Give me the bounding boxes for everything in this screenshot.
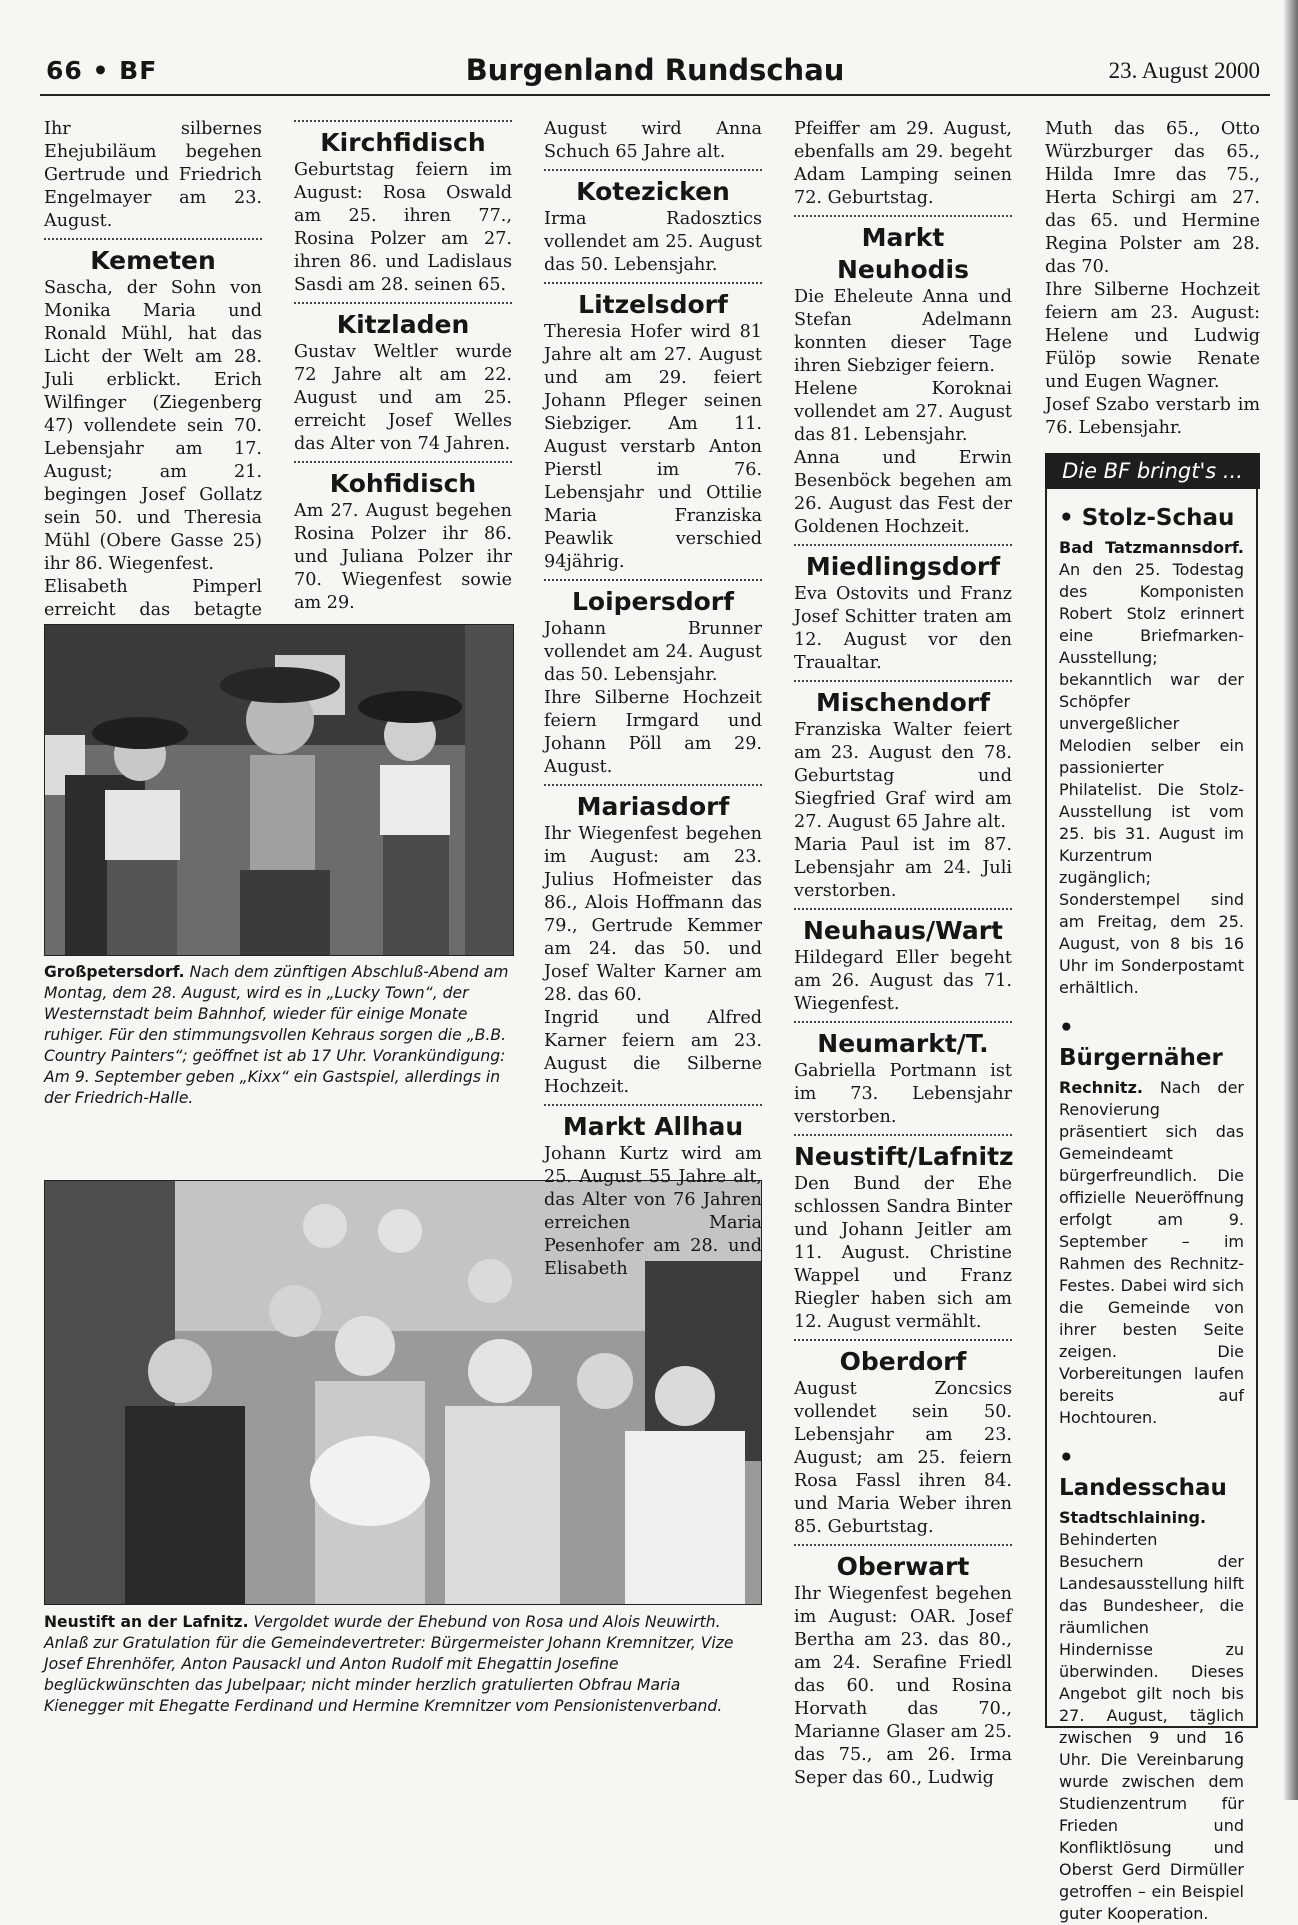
dotted-divider <box>794 215 1012 217</box>
photo-caption-2 <box>44 1612 762 1717</box>
sidebar-text <box>1059 537 1244 999</box>
town-heading-mischendorf: Mischendorf <box>816 688 990 717</box>
article-text: Muth das 65., Otto Würzburger das 65., Hilda Imre das 75., Herta Schirgi am 27. das 65. und Hermine Regina Polster am 28. das 70. <box>1045 119 1260 277</box>
article-text: Geburtstag feiern im August: Rosa Oswald am 25. ihren 77., Rosina Polzer am 27. ihren 86. und Ladislaus Sasdi am 28. seinen 65. <box>294 160 512 295</box>
column-2 <box>294 116 512 615</box>
dotted-divider <box>794 680 1012 682</box>
town-heading-markt-neuhodis: Markt Neuhodis <box>837 223 969 284</box>
article-text: August Zoncsics vollendet sein 50. Lebensjahr am 23. August; am 25. feiern Rosa Fassl ihren 84. und Maria Weber ihren 85. Geburtstag. <box>794 1379 1012 1537</box>
article-text: Irma Radosztics vollendet am 25. August das 50. Lebensjahr. <box>544 209 762 275</box>
article-text: Ingrid und Alfred Karner feiern am 23. August die Silberne Hochzeit. <box>544 1008 762 1097</box>
dotted-divider <box>294 302 512 304</box>
sidebar-body: An den 25. Todestag des Komponisten Robert Stolz erinnert eine Briefmarken-Ausstellung; bekanntlich war der Schöpfer unvergeßlicher Melodien selber ein passionierter Philatelist. Die Stolz-Ausstellung ist vom 25. bis 31. August im Kurzentrum zugänglich; Sonderstempel sind am Freitag, dem 25. August, von 8 bis 16 Uhr im Sonderpostamt erhältlich. <box>1059 560 1244 997</box>
article-text: Eva Ostovits und Franz Josef Schitter traten am 12. August vor den Traualtar. <box>794 584 1012 673</box>
photo-caption-1 <box>44 962 514 1109</box>
sidebar-box <box>1045 489 1258 1923</box>
newspaper-title: Burgenland Rundschau <box>465 53 845 87</box>
sidebar-location: Rechnitz. <box>1059 1078 1143 1097</box>
article-text: Den Bund der Ehe schlossen Sandra Binter und Johann Jeitler am 11. August. Christine Wappel und Franz Riegler haben sich am 12. August vermählt. <box>794 1174 1012 1332</box>
town-heading-kotezicken: Kotezicken <box>576 177 730 206</box>
dotted-divider <box>544 784 762 786</box>
town-heading-loipersdorf: Loipersdorf <box>571 587 734 616</box>
town-heading-kitzladen: Kitzladen <box>336 310 470 339</box>
caption-text: Nach dem zünftigen Abschluß-Abend am Montag, dem 28. August, wird es in „Lucky Town“, der Westernstadt beim Bahnhof, wieder für einige Monate ruhiger. Für den stimmungsvollen Kehraus sorgen die „B.B. Country Painters“; geöffnet ist ab 17 Uhr. Vorankündigung: Am 9. September geben „Kixx“ ein Gastspiel, allerdings in der Friedrich-Halle. <box>44 963 509 1107</box>
article-text: Die Eheleute Anna und Stefan Adelmann konnten dieser Tage ihren Siebziger feiern. <box>794 287 1012 376</box>
town-heading-kirchfidisch: Kirchfidisch <box>320 128 486 157</box>
caption-location: Neustift an der Lafnitz. <box>44 1613 249 1631</box>
column-3 <box>544 118 762 1281</box>
article-text: Gabriella Portmann ist im 73. Lebensjahr verstorben. <box>794 1061 1012 1127</box>
page-header <box>40 52 1270 96</box>
sidebar-heading-buergernaeher: • Bürgernäher <box>1059 1015 1223 1071</box>
article-text: Johann Kurtz wird am 25. August 55 Jahre alt, das Alter von 76 Jahren erreichen Maria Pesenhofer am 28. und Elisabeth <box>544 1144 762 1279</box>
dotted-divider <box>794 1544 1012 1546</box>
article-text: Ihre Silberne Hochzeit feiern am 23. August: Helene und Ludwig Fülöp sowie Renate und Eugen Wagner. <box>1045 280 1260 392</box>
town-heading-litzelsdorf: Litzelsdorf <box>578 290 728 319</box>
column-5 <box>1045 118 1260 440</box>
article-text: Josef Szabo verstarb im 76. Lebensjahr. <box>1045 395 1260 438</box>
dotted-divider <box>544 1104 762 1106</box>
article-text: Am 27. August begehen Rosina Polzer ihr 86. und Juliana Polzer ihr 70. Wiegenfest sowie am 29. <box>294 501 512 613</box>
article-text: Anna und Erwin Besenböck begehen am 26. August das Fest der Goldenen Hochzeit. <box>794 448 1012 537</box>
article-text: Sascha, der Sohn von Monika Maria und Ronald Mühl, hat das Licht der Welt am 28. Juli erblickt. Erich Wilfinger (Ziegenberg 47) vollendete sein 70. Lebensjahr am 17. August; am 21. begingen Josef Gollatz sein 50. und Theresia Mühl (Obere Gasse 25) ihr 86. Wiegenfest. <box>44 278 262 574</box>
sidebar-heading-stolz-schau: • Stolz-Schau <box>1059 505 1235 531</box>
column-4 <box>794 118 1012 1790</box>
town-heading-neuhaus-wart: Neuhaus/Wart <box>803 916 1003 945</box>
town-heading-kemeten: Kemeten <box>90 246 216 275</box>
town-heading-markt-allhau: Markt Allhau <box>562 1112 744 1141</box>
article-text: Maria Paul ist im 87. Lebensjahr am 24. Juli verstorben. <box>794 835 1012 901</box>
article-text: Johann Brunner vollendet am 24. August das 50. Lebensjahr. <box>544 619 762 685</box>
dotted-divider <box>794 1339 1012 1341</box>
dotted-divider <box>794 544 1012 546</box>
dotted-divider <box>794 1021 1012 1023</box>
sidebar-title: Die BF bringt's ... <box>1045 453 1260 489</box>
town-heading-miedlingsdorf: Miedlingsdorf <box>805 552 1001 581</box>
article-text: Pfeiffer am 29. August, ebenfalls am 29. begeht Adam Lamping seinen 72. Geburtstag. <box>794 119 1012 208</box>
issue-date: 23. August 2000 <box>1108 58 1260 83</box>
sidebar-body: Nach der Renovierung präsentiert sich das Gemeindeamt bürgerfreundlich. Die offizielle Neueröffnung erfolgt am 9. September – im Rahmen des Rechnitz-Festes. Dabei wird sich die Gemeinde von ihrer besten Seite zeigen. Die Vorbereitungen laufen bereits auf Hochtouren. <box>1059 1078 1244 1427</box>
caption-text: Vergoldet wurde der Ehebund von Rosa und Alois Neuwirth. Anlaß zur Gratulation für die Gemeindevertreter: Bürgermeister Johann Kremnitzer, Vize Josef Ehrenhöfer, Anton Pausackl und Anton Rudolf mit Ehegattin Josefine beglückwünschten das Jubelpaar; nicht minder herzlich gratulierten Obfrau Maria Kienegger mit Ehegatte Ferdinand und Hermine Kremnitzer vom Pensionistenverband. <box>44 1613 734 1715</box>
town-heading-mariasdorf: Mariasdorf <box>576 792 730 821</box>
dotted-divider <box>294 461 512 463</box>
article-text: Helene Koroknai vollendet am 27. August das 81. Lebensjahr. <box>794 379 1012 445</box>
western-photo <box>44 624 514 956</box>
town-heading-kohfidisch: Kohfidisch <box>329 469 477 498</box>
sidebar-text <box>1059 1507 1244 1925</box>
article-text: August wird Anna Schuch 65 Jahre alt. <box>544 119 762 162</box>
article-text: Ihr silbernes Ehejubiläum begehen Gertrude und Friedrich Engelmayer am 23. August. <box>44 119 262 231</box>
sidebar-text <box>1059 1077 1244 1429</box>
dotted-divider <box>44 238 262 240</box>
town-heading-neustift-lafnitz: Neustift/Lafnitz <box>794 1142 1014 1171</box>
dotted-divider <box>544 579 762 581</box>
caption-location: Großpetersdorf. <box>44 963 185 981</box>
page-edge-shadow <box>1284 0 1298 1800</box>
article-text: Gustav Weltler wurde 72 Jahre alt am 22. August und am 25. erreicht Josef Welles das Alter von 74 Jahren. <box>294 342 512 454</box>
sidebar-body: Behinderten Besuchern der Landesausstellung hilft das Bundesheer, die räumlichen Hindernisse zu überwinden. Dieses Angebot gilt noch bis 27. August, täglich zwischen 9 und 16 Uhr. Die Vereinbarung wurde zwischen dem Studienzentrum für Frieden und Konfliktlösung und Oberst Gerd Dirmüller getroffen – ein Beispiel guter Kooperation. <box>1059 1530 1244 1923</box>
page-number: 66 • BF <box>46 56 158 85</box>
sidebar-location: Bad Tatzmannsdorf. <box>1059 538 1244 557</box>
article-text: Elisabeth Pimperl erreicht das betagte <box>44 577 262 620</box>
town-heading-oberdorf: Oberdorf <box>839 1347 967 1376</box>
article-text: Ihre Silberne Hochzeit feiern Irmgard und Johann Pöll am 29. August. <box>544 688 762 777</box>
town-heading-neumarkt: Neumarkt/T. <box>817 1029 989 1058</box>
dotted-divider <box>294 120 512 122</box>
dotted-divider <box>794 1134 1012 1136</box>
dotted-divider <box>794 908 1012 910</box>
town-heading-oberwart: Oberwart <box>836 1552 970 1581</box>
sidebar-location: Stadtschlaining. <box>1059 1508 1207 1527</box>
article-text: Hildegard Eller begeht am 26. August das 71. Wiegenfest. <box>794 948 1012 1014</box>
dotted-divider <box>544 282 762 284</box>
article-text: Ihr Wiegenfest begehen im August: OAR. Josef Bertha am 23. das 80., am 24. Serafine Friedl das 60. und Rosina Horvath das 70., Marianne Glaser am 25. das 75., am 26. Irma Seper das 60., Ludwig <box>794 1584 1012 1788</box>
article-text: Franziska Walter feiert am 23. August den 78. Geburtstag und Siegfried Graf wird am 27. August 65 Jahre alt. <box>794 720 1012 832</box>
sidebar-heading-landesschau: • Landesschau <box>1059 1445 1227 1501</box>
dotted-divider <box>544 169 762 171</box>
article-text: Ihr Wiegenfest begehen im August: am 23. Julius Hofmeister das 86., Alois Hoffmann das 79., Gertrude Kemmer am 24. das 50. und Josef Walter Karner am 28. das 60. <box>544 824 762 1005</box>
column-1 <box>44 118 262 668</box>
western-photo-image <box>45 625 513 955</box>
article-text: Theresia Hofer wird 81 Jahre alt am 27. August und am 29. feiert Johann Pfleger seinen Siebziger. Am 11. August verstarb Anton Pierstl im 76. Lebensjahr und Ottilie Maria Franziska Peawlik verschied 94jährig. <box>544 322 762 572</box>
